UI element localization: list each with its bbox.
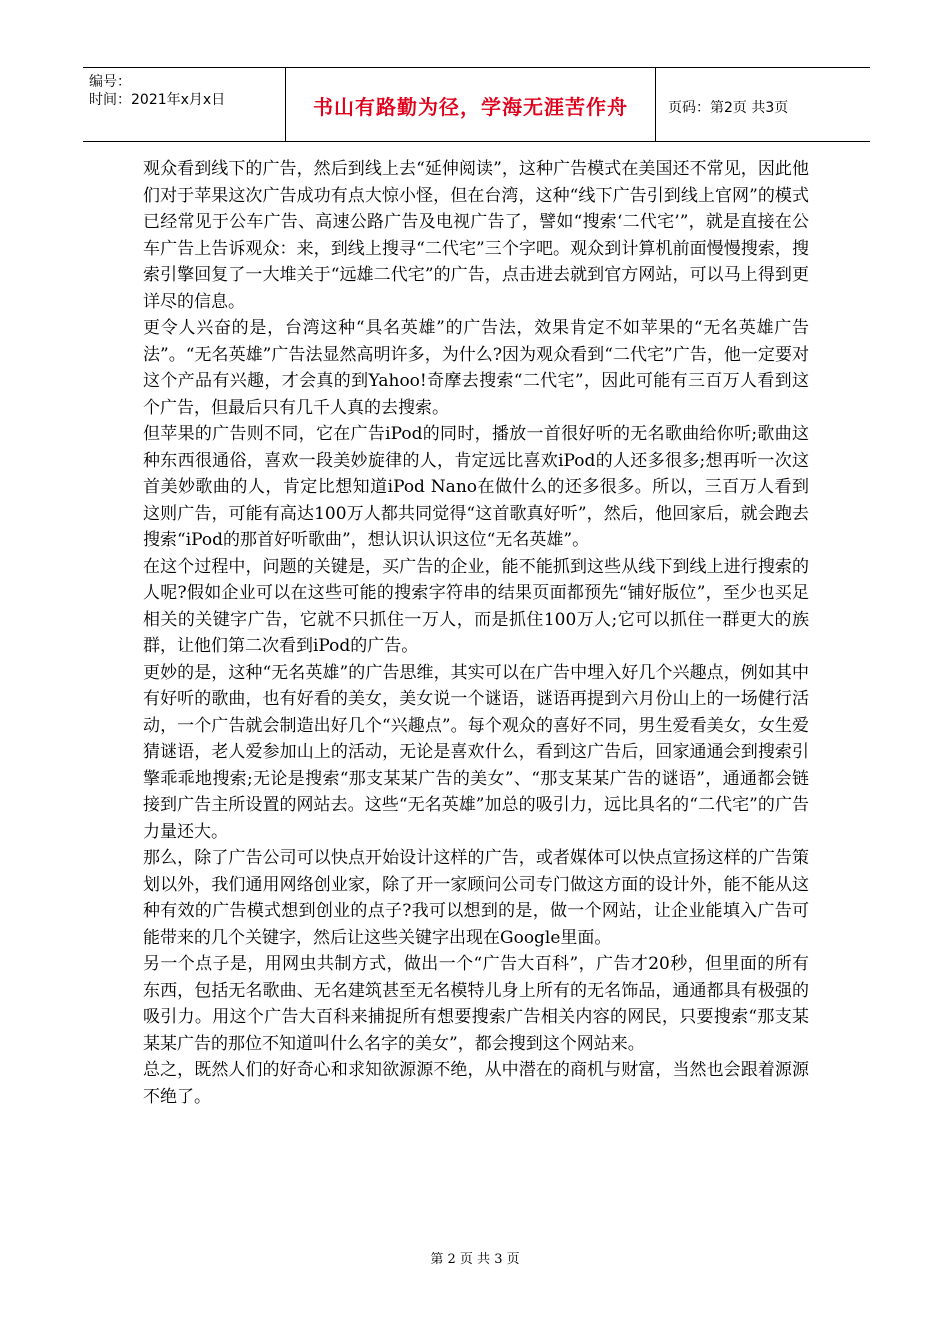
paragraph: 另一个点子是，用网虫共制方式，做出一个“广告大百科”，广告才20秒，但里面的所有东西，包括无名歌曲、无名建筑甚至无名模特儿身上所有的无名饰品，通通都具有极强的吸引力。用这个广告大百科来捕捉所有想要搜索广告相关内容的网民，只要搜索“那支某某某广告的那位不知道叫什么名字的美女”，都会搜到这个网站来。 — [143, 954, 809, 1054]
paragraph: 更令人兴奋的是，台湾这种“具名英雄”的广告法，效果肯定不如苹果的“无名英雄广告法”。“无名英雄”广告法显然高明许多，为什么?因为观众看到“二代宅”广告，他一定要对这个产品有兴趣，才会真的到Yahoo!奇摩去搜索“二代宅”，因此可能有三百万人看到这个广告，但最后只有几千人真的去搜索。 — [143, 318, 809, 418]
paragraph: 更妙的是，这种“无名英雄”的广告思维，其实可以在广告中埋入好几个兴趣点，例如其中有好听的歌曲，也有好看的美女，美女说一个谜语，谜语再提到六月份山上的一场健行活动，一个广告就会制造出好几个“兴趣点”。每个观众的喜好不同，男生爱看美女，女生爱猜谜语，老人爱参加山上的活动，无论是喜欢什么，看到这广告后，回家通通会到搜索引擎乖乖地搜索;无论是搜索“那支某某广告的美女”、“那支某某广告的谜语”，通通都会链接到广告主所设置的网站去。这些“无名英雄”加总的吸引力，远比具名的“二代宅”的广告力量还大。 — [143, 662, 809, 842]
page-footer — [0, 1248, 950, 1267]
paragraph: 那么，除了广告公司可以快点开始设计这样的广告，或者媒体可以快点宣扬这样的广告策划以外，我们通用网络创业家，除了开一家顾问公司专门做这方面的设计外，能不能从这种有效的广告模式想到创业的点子?我可以想到的是，做一个网站，让企业能填入广告可能带来的几个关键字，然后让这些关键字出现在Google里面。 — [143, 848, 809, 948]
serial-label: 编号： — [89, 74, 131, 90]
page-info-text: 页码：第2页 共3页 — [668, 99, 789, 116]
paragraph: 在这个过程中，问题的关键是，买广告的企业，能不能抓到这些从线下到线上进行搜索的人呢?假如企业可以在这些可能的搜索字符串的结果页面都预先“铺好版位”，至少也买足相关的关键字广告，它就不只抓住一万人，而是抓住100万人;它可以抓住一群更大的族群，让他们第二次看到iPod的广告。 — [143, 556, 809, 656]
header-meta — [83, 68, 286, 141]
header-motto — [286, 68, 656, 141]
time-label: 时间：2021年x月x日 — [89, 92, 226, 108]
footer-page-number: 第 2 页 共 3 页 — [430, 1252, 520, 1267]
article-body — [143, 156, 809, 1110]
paragraph: 但苹果的广告则不同，它在广告iPod的同时，播放一首很好听的无名歌曲给你听;歌曲这种东西很通俗，喜欢一段美妙旋律的人，肯定远比喜欢iPod的人还多很多;想再听一次这首美妙歌曲的人，肯定比想知道iPod Nano在做什么的还多很多。所以，三百万人看到这则广告，可能有高达100万人都共同觉得“这首歌真好听”，然后，他回家后，就会跑去搜索“iPod的那首好听歌曲”，想认识认识这位“无名英雄”。 — [143, 424, 809, 550]
paragraph: 观众看到线下的广告，然后到线上去“延伸阅读”，这种广告模式在美国还不常见，因此他们对于苹果这次广告成功有点大惊小怪，但在台湾，这种“线下广告引到线上官网”的模式已经常见于公车广告、高速公路广告及电视广告了，譬如“搜索‘二代宅’”，就是直接在公车广告上告诉观众：来，到线上搜寻“二代宅”三个字吧。观众到计算机前面慢慢搜索，搜索引擎回复了一大堆关于“远雄二代宅”的广告，点击进去就到官方网站，可以马上得到更详尽的信息。 — [143, 159, 809, 312]
header-page-info — [656, 68, 870, 141]
page-header — [83, 67, 870, 142]
motto-text: 书山有路勤为径，学海无涯苦作舟 — [313, 95, 628, 119]
paragraph: 总之，既然人们的好奇心和求知欲源源不绝，从中潜在的商机与财富，当然也会跟着源源不绝了。 — [143, 1060, 809, 1107]
